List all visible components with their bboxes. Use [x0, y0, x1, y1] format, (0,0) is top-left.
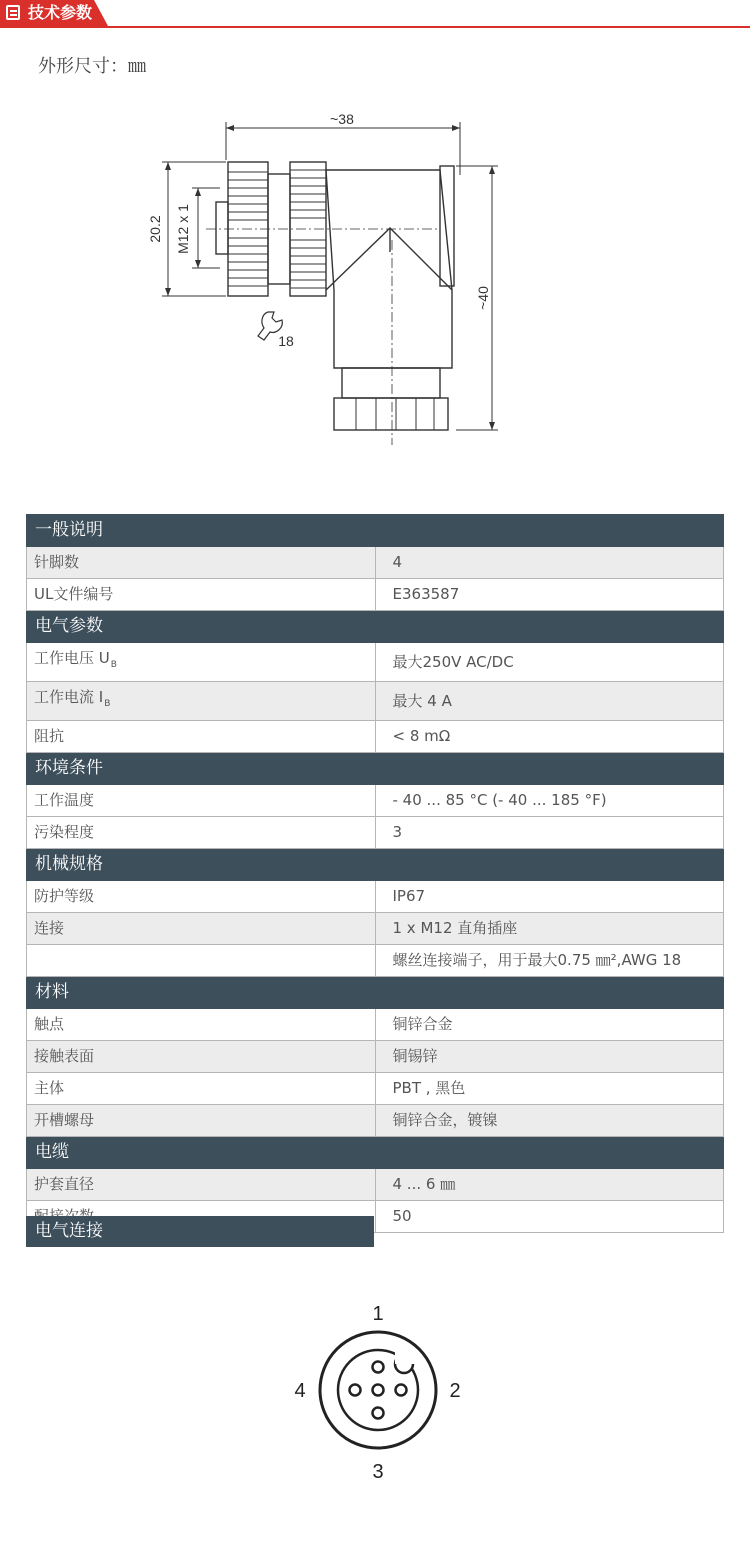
dimension-unit-label: 外形尺寸：㎜ — [38, 56, 146, 77]
table-row — [27, 913, 724, 945]
pin-label-3: 3 — [372, 1461, 384, 1483]
table-row — [27, 785, 724, 817]
table-row — [27, 682, 724, 721]
row-key: 工作温度 — [27, 785, 376, 817]
table-row — [27, 721, 724, 753]
row-key: UL文件编号 — [27, 579, 376, 611]
row-key: 接触表面 — [27, 1041, 376, 1073]
row-value: - 40 ... 85 °C (- 40 ... 185 °F) — [375, 785, 724, 817]
row-value: 铜锡锌 — [375, 1041, 724, 1073]
row-key: 护套直径 — [27, 1169, 376, 1201]
section-environment: 环境条件 — [27, 753, 724, 785]
pin-center — [373, 1385, 384, 1396]
pin-label-2: 2 — [449, 1380, 461, 1402]
pin-4 — [350, 1385, 361, 1396]
row-value: 铜锌合金，镀镍 — [375, 1105, 724, 1137]
table-row — [27, 945, 724, 977]
row-value: 1 x M12 直角插座 — [375, 913, 724, 945]
pin-label-1: 1 — [372, 1303, 384, 1325]
table-row — [27, 817, 724, 849]
row-value: 4 ... 6 ㎜ — [375, 1169, 724, 1201]
row-value: 50 — [375, 1201, 724, 1233]
pin-label-4: 4 — [294, 1380, 306, 1402]
diameter-dimension-label: 20.2 — [147, 215, 163, 243]
row-value: IP67 — [375, 881, 724, 913]
row-value: 4 — [375, 547, 724, 579]
row-key: 工作电压 $U_B$ — [27, 643, 376, 682]
thread-dimension-label: M12 x 1 — [175, 204, 191, 254]
row-value: E363587 — [375, 579, 724, 611]
row-key: 工作电流 $I_B$ — [27, 682, 376, 721]
spec-table — [26, 514, 724, 1233]
section-electrical: 电气参数 — [27, 611, 724, 643]
row-key: 防护等级 — [27, 881, 376, 913]
row-value: 螺丝连接端子，用于最大0.75 ㎜²,AWG 18 — [375, 945, 724, 977]
section-cable: 电缆 — [27, 1137, 724, 1169]
row-key: 针脚数 — [27, 547, 376, 579]
row-value: 3 — [375, 817, 724, 849]
row-value: 铜锌合金 — [375, 1009, 724, 1041]
row-value: < 8 mΩ — [375, 721, 724, 753]
row-key: 开槽螺母 — [27, 1105, 376, 1137]
header-title: 技术参数 — [28, 3, 93, 22]
section-general: 一般说明 — [27, 515, 724, 547]
row-key: 污染程度 — [27, 817, 376, 849]
connector-dimension-drawing — [140, 100, 520, 460]
row-value: 最大250V AC/DC — [375, 643, 724, 682]
table-row — [27, 547, 724, 579]
header-rule — [0, 26, 750, 28]
table-row — [27, 881, 724, 913]
row-key — [27, 945, 376, 977]
row-key: 触点 — [27, 1009, 376, 1041]
section-header — [0, 0, 750, 28]
pin-3 — [373, 1408, 384, 1419]
row-key: 主体 — [27, 1073, 376, 1105]
table-row — [27, 1105, 724, 1137]
height-dimension-label: ~40 — [475, 286, 491, 310]
wiring-section-title: 电气连接 — [26, 1216, 374, 1247]
row-value: 最大 4 A — [375, 682, 724, 721]
wrench-size-label: 18 — [278, 333, 294, 349]
table-row — [27, 579, 724, 611]
width-dimension-label: ~38 — [330, 111, 354, 127]
pin-1 — [373, 1362, 384, 1373]
section-material: 材料 — [27, 977, 724, 1009]
pin-2 — [396, 1385, 407, 1396]
table-row — [27, 1073, 724, 1105]
row-key: 连接 — [27, 913, 376, 945]
table-row — [27, 643, 724, 682]
row-value: PBT , 黑色 — [375, 1073, 724, 1105]
table-row — [27, 1041, 724, 1073]
row-key: 阻抗 — [27, 721, 376, 753]
pin-layout-diagram — [280, 1290, 480, 1490]
table-row — [27, 1009, 724, 1041]
document-icon — [6, 5, 20, 20]
section-mechanical: 机械规格 — [27, 849, 724, 881]
table-row — [27, 1169, 724, 1201]
